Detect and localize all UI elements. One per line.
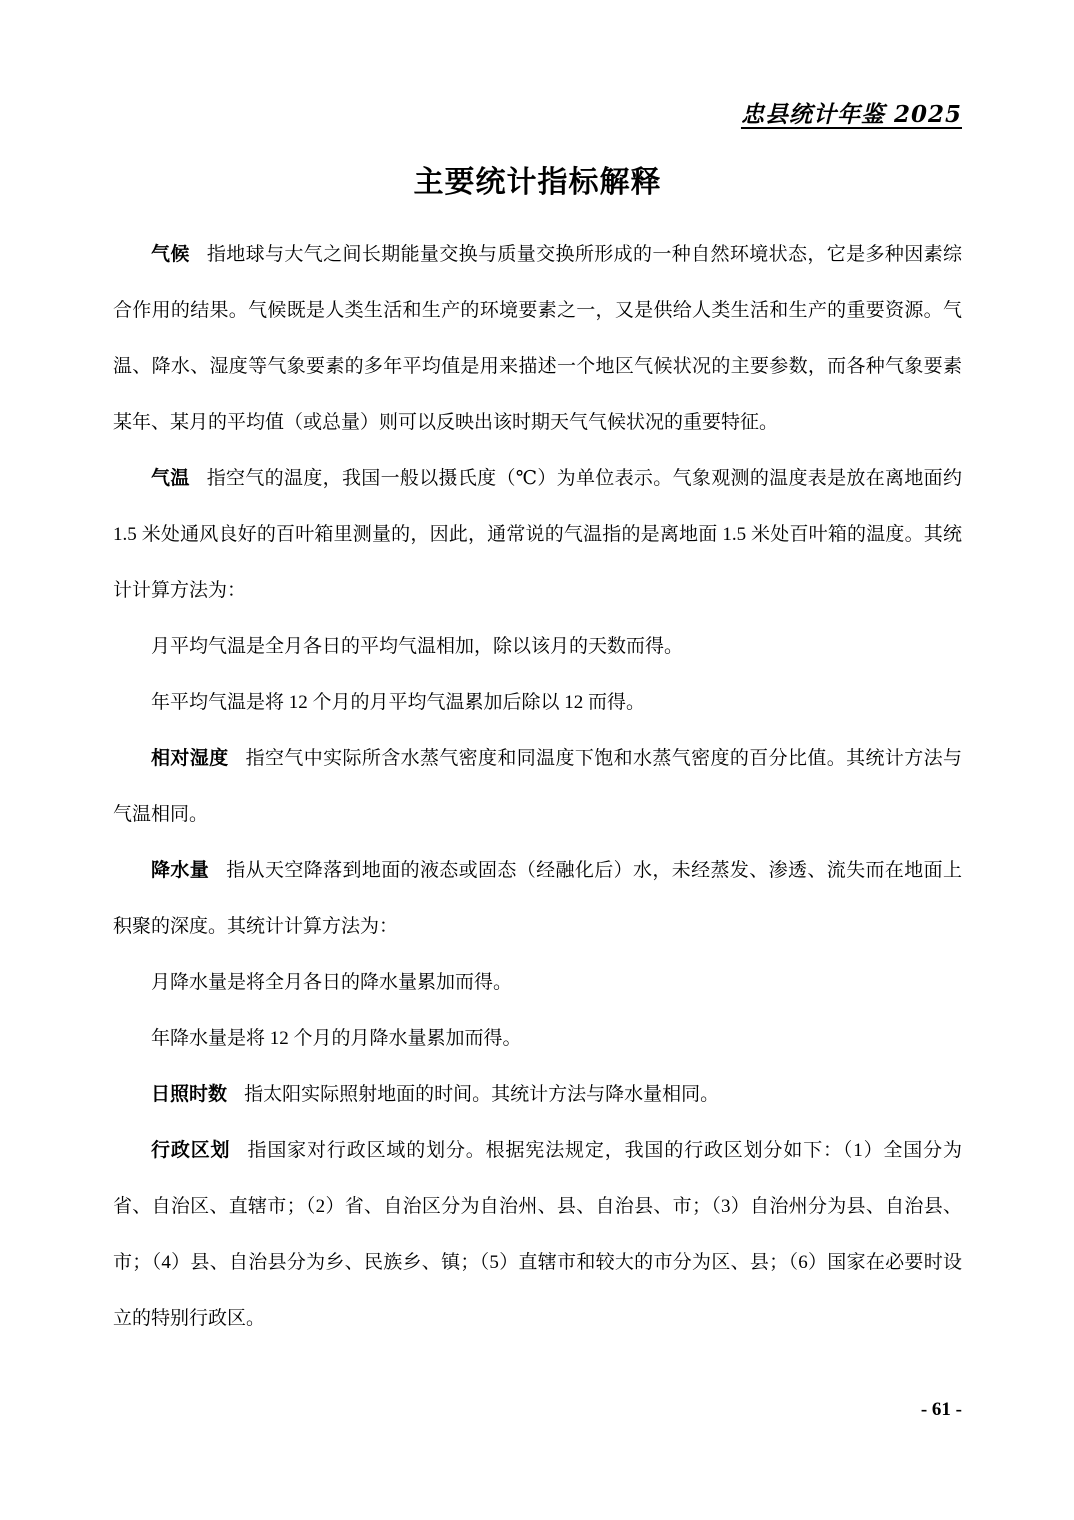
paragraph-temperature: [113, 451, 962, 619]
term-precipitation: 降水量: [151, 860, 210, 881]
paragraph-annual-avg-temperature: [113, 675, 962, 731]
page-title: 主要统计指标解释: [413, 166, 662, 199]
term-climate: 气候: [151, 244, 190, 265]
page-footer: [921, 1396, 962, 1424]
paragraph-relative-humidity: [113, 731, 962, 843]
paragraph-text: 年降水量是将 12 个月的月降水量累加而得。: [151, 1028, 522, 1049]
paragraph-text: 指空气的温度，我国一般以摄氏度（℃）为单位表示。气象观测的温度表是放在离地面约 1.5 米处通风良好的百叶箱里测量的，因此，通常说的气温指的是离地面 1.5 米处百叶箱的温度。其统计计算方法为：: [113, 468, 962, 601]
paragraph-monthly-precipitation: [113, 955, 962, 1011]
header-yearbook-title: 忠县统计年鉴 2025: [740, 101, 962, 128]
paragraph-sunshine-hours: [113, 1067, 962, 1123]
paragraph-text: 指空气中实际所含水蒸气密度和同温度下饱和水蒸气密度的百分比值。其统计方法与气温相同。: [113, 748, 962, 825]
paragraph-text: 指从天空降落到地面的液态或固态（经融化后）水，未经蒸发、渗透、流失而在地面上积聚的深度。其统计计算方法为：: [113, 860, 962, 937]
content-body: [113, 227, 962, 1347]
term-administrative-divisions: 行政区划: [151, 1140, 231, 1161]
paragraph-text: 指国家对行政区域的划分。根据宪法规定，我国的行政区划分如下：（1）全国分为省、自治区、直辖市；（2）省、自治区分为自治州、县、自治县、市；（3）自治州分为县、自治县、市；（4）县、自治县分为乡、民族乡、镇；（5）直辖市和较大的市分为区、县；（6）国家在必要时设立的特别行政区。: [113, 1140, 962, 1329]
term-temperature: 气温: [151, 468, 190, 489]
paragraph-text: 月降水量是将全月各日的降水量累加而得。: [151, 972, 513, 993]
paragraph-annual-precipitation: [113, 1011, 962, 1067]
paragraph-text: 月平均气温是全月各日的平均气温相加，除以该月的天数而得。: [151, 636, 684, 657]
paragraph-text: 年平均气温是将 12 个月的月平均气温累加后除以 12 而得。: [151, 692, 646, 713]
term-relative-humidity: 相对湿度: [151, 748, 229, 769]
paragraph-climate: [113, 227, 962, 451]
page-number: - 61 -: [920, 1399, 962, 1420]
header: [113, 100, 962, 133]
paragraph-monthly-avg-temperature: [113, 619, 962, 675]
term-sunshine-hours: 日照时数: [151, 1084, 228, 1105]
paragraph-precipitation: [113, 843, 962, 955]
paragraph-text: 指太阳实际照射地面的时间。其统计方法与降水量相同。: [244, 1084, 720, 1105]
paragraph-text: 指地球与大气之间长期能量交换与质量交换所形成的一种自然环境状态，它是多种因素综合作用的结果。气候既是人类生活和生产的环境要素之一，又是供给人类生活和生产的重要资源。气温、降水、湿度等气象要素的多年平均值是用来描述一个地区气候状况的主要参数，而各种气象要素某年、某月的平均值（或总量）则可以反映出该时期天气气候状况的重要特征。: [113, 244, 962, 433]
paragraph-administrative-divisions: [113, 1123, 962, 1347]
